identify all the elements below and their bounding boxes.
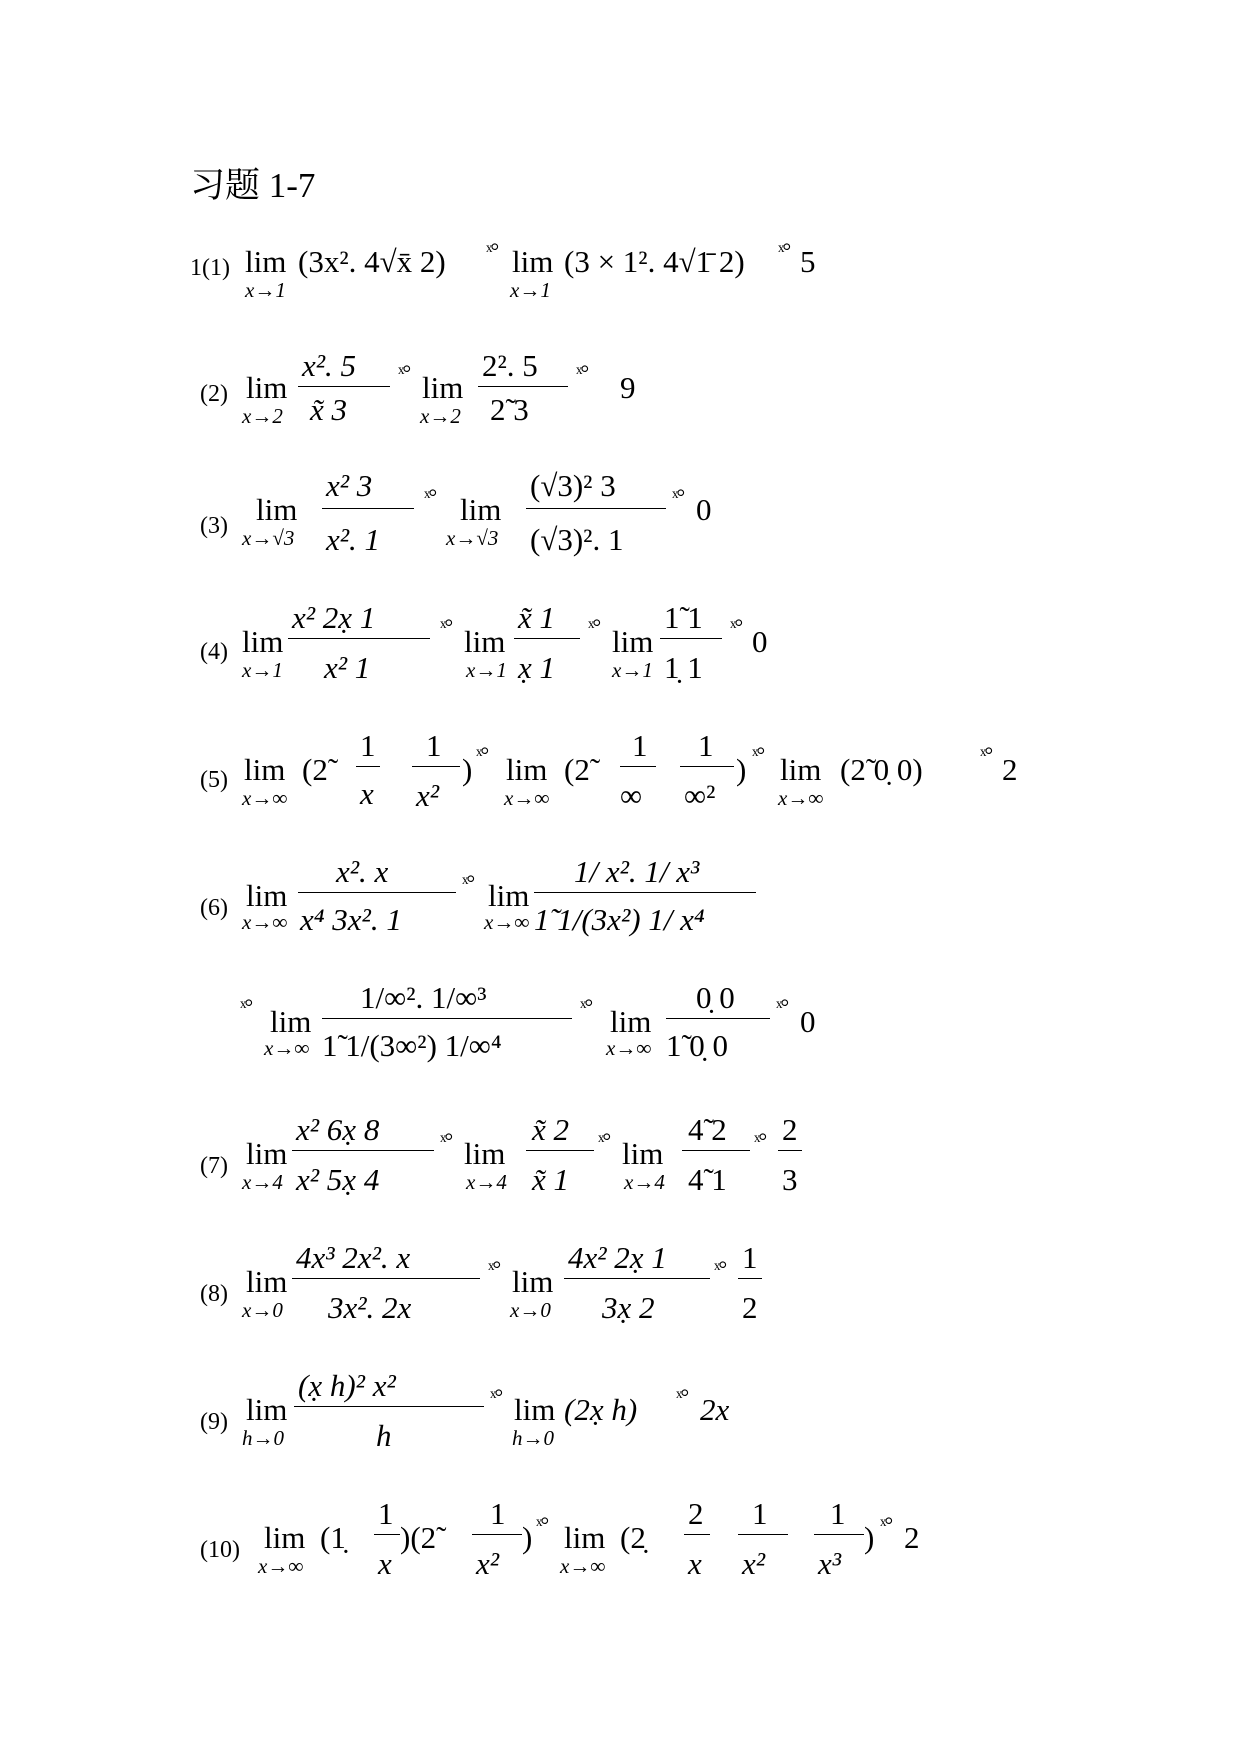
approx-symbol: ˣ° bbox=[880, 1512, 892, 1537]
lim-operator: lim bbox=[622, 1136, 664, 1171]
fraction-bar bbox=[288, 638, 430, 639]
fraction-numerator: 1 bbox=[378, 1496, 394, 1531]
fraction-denominator: (√3)². 1 bbox=[530, 522, 624, 557]
fraction-denominator: x̣ 1 bbox=[518, 650, 556, 685]
fraction-bar bbox=[472, 1534, 522, 1535]
lim-operator: lim bbox=[264, 1520, 306, 1555]
fraction-numerator: x̃ 1 bbox=[518, 600, 556, 635]
expression-part: (1̣ bbox=[320, 1520, 346, 1555]
problem-1-1 bbox=[190, 238, 1090, 338]
lim-subscript: x→∞ bbox=[778, 786, 824, 810]
approx-symbol: ˣ° bbox=[776, 994, 788, 1019]
expression-part: ) bbox=[462, 752, 473, 787]
fraction-bar bbox=[356, 766, 380, 767]
approx-symbol: ˣ° bbox=[462, 870, 474, 895]
lim-operator: lim bbox=[464, 1136, 506, 1171]
problem-label: (2) bbox=[200, 381, 228, 407]
approx-symbol: ˣ° bbox=[730, 614, 742, 639]
lim-operator: lim bbox=[610, 1004, 652, 1039]
limit-expression: (3x². 4√x̄ 2) bbox=[298, 244, 446, 279]
approx-symbol: ˣ° bbox=[488, 1256, 500, 1281]
approx-symbol: ˣ° bbox=[424, 484, 436, 509]
lim-operator: lim bbox=[422, 370, 464, 405]
problem-7 bbox=[200, 1112, 1100, 1212]
fraction-denominator: 1̣ 1 bbox=[664, 650, 703, 685]
lim-operator: lim bbox=[464, 624, 506, 659]
fraction-denominator: x̃ 3 bbox=[310, 392, 348, 427]
fraction-bar bbox=[564, 1278, 710, 1279]
lim-subscript: x→1 bbox=[242, 658, 283, 682]
approx-symbol: ˣ° bbox=[754, 1128, 766, 1153]
lim-subscript: x→∞ bbox=[504, 786, 550, 810]
fraction-numerator: 1 bbox=[698, 728, 714, 763]
result-numerator: 2 bbox=[782, 1112, 798, 1147]
fraction-denominator: 4̃ 1 bbox=[688, 1162, 727, 1197]
problem-6-continued bbox=[200, 978, 1100, 1078]
result: 0 bbox=[800, 1004, 816, 1039]
fraction-denominator: 1̃ 1/(3x²) 1/ x⁴ bbox=[534, 902, 705, 937]
fraction-numerator: 1 bbox=[426, 728, 442, 763]
approx-symbol: ˣ° bbox=[752, 742, 764, 767]
fraction-numerator: 1/ x². 1/ x³ bbox=[574, 854, 700, 889]
problem-label: (10) bbox=[200, 1537, 240, 1563]
fraction-denominator: x bbox=[688, 1546, 702, 1581]
approx-symbol: ˣ° bbox=[440, 1128, 452, 1153]
fraction-bar bbox=[292, 1278, 480, 1279]
problem-2 bbox=[200, 340, 1100, 440]
result: 5 bbox=[800, 244, 816, 279]
lim-subscript: x→∞ bbox=[242, 910, 288, 934]
expression-part: (2̃ bbox=[564, 752, 590, 787]
expression-part: ) bbox=[522, 1520, 533, 1555]
expression-part: (2̣ bbox=[620, 1520, 646, 1555]
fraction-denominator: x̃ 1 bbox=[532, 1162, 570, 1197]
fraction-denominator: x³ bbox=[818, 1546, 842, 1581]
problem-label: (6) bbox=[200, 895, 228, 921]
fraction-bar bbox=[412, 766, 460, 767]
approx-symbol: ˣ° bbox=[576, 360, 588, 385]
problem-4 bbox=[200, 600, 1100, 700]
lim-subscript: x→∞ bbox=[242, 786, 288, 810]
fraction-numerator: (√3)² 3 bbox=[530, 468, 616, 503]
lim-operator: lim bbox=[246, 878, 288, 913]
fraction-denominator: x bbox=[360, 776, 374, 811]
fraction-denominator: 3x². 2x bbox=[328, 1290, 412, 1325]
result: 9 bbox=[620, 370, 636, 405]
approx-symbol: ˣ° bbox=[676, 1384, 688, 1409]
fraction-numerator: x̃ 2 bbox=[532, 1112, 570, 1147]
fraction-bar bbox=[738, 1278, 762, 1279]
problem-6 bbox=[200, 852, 1100, 952]
fraction-bar bbox=[534, 892, 756, 893]
lim-subscript: x→1 bbox=[612, 658, 653, 682]
lim-subscript: x→∞ bbox=[258, 1554, 304, 1578]
fraction-bar bbox=[292, 1150, 434, 1151]
fraction-bar bbox=[322, 1018, 572, 1019]
fraction-numerator: 4x³ 2x². x bbox=[296, 1240, 411, 1275]
lim-operator: lim bbox=[245, 244, 287, 279]
approx-symbol: ˣ° bbox=[486, 238, 498, 263]
result: 0 bbox=[752, 624, 768, 659]
fraction-bar bbox=[660, 638, 722, 639]
fraction-numerator: 1 bbox=[632, 728, 648, 763]
approx-symbol: ˣ° bbox=[714, 1256, 726, 1281]
approx-symbol: ˣ° bbox=[672, 484, 684, 509]
fraction-bar bbox=[680, 766, 734, 767]
lim-subscript: x→∞ bbox=[484, 910, 530, 934]
lim-operator: lim bbox=[506, 752, 548, 787]
fraction-bar bbox=[298, 386, 390, 387]
result-denominator: 2 bbox=[742, 1290, 758, 1325]
fraction-bar bbox=[294, 1406, 484, 1407]
expression-part: (2̃ bbox=[302, 752, 328, 787]
lim-subscript: x→1 bbox=[510, 278, 551, 302]
lim-operator: lim bbox=[256, 492, 298, 527]
fraction-numerator: (x̣ h)² x² bbox=[298, 1368, 396, 1403]
fraction-numerator: 2 bbox=[688, 1496, 704, 1531]
lim-operator: lim bbox=[512, 244, 554, 279]
fraction-denominator: ∞² bbox=[684, 778, 716, 813]
fraction-bar bbox=[374, 1534, 400, 1535]
lim-subscript: x→0 bbox=[510, 1298, 551, 1322]
result-denominator: 3 bbox=[782, 1162, 798, 1197]
approx-symbol: ˣ° bbox=[588, 614, 600, 639]
fraction-denominator: 2̃ 3 bbox=[490, 392, 529, 427]
lim-subscript: x→4 bbox=[466, 1170, 507, 1194]
approx-symbol: ˣ° bbox=[778, 238, 790, 263]
problem-9 bbox=[200, 1368, 1100, 1468]
lim-subscript: x→2 bbox=[420, 404, 461, 428]
fraction-bar bbox=[526, 508, 666, 509]
fraction-numerator: 1/∞². 1/∞³ bbox=[360, 980, 487, 1015]
fraction-numerator: x² 2x̣ 1 bbox=[292, 600, 376, 635]
fraction-denominator: ∞ bbox=[620, 778, 643, 813]
problem-3 bbox=[200, 466, 1100, 566]
fraction-denominator: x² bbox=[742, 1546, 766, 1581]
fraction-denominator: x² 1 bbox=[324, 650, 371, 685]
approx-symbol: ˣ° bbox=[440, 614, 452, 639]
approx-symbol: ˣ° bbox=[398, 360, 410, 385]
lim-subscript: x→√3 bbox=[446, 526, 499, 550]
fraction-denominator: x⁴ 3x². 1 bbox=[300, 902, 402, 937]
lim-operator: lim bbox=[460, 492, 502, 527]
fraction-bar bbox=[526, 1150, 594, 1151]
lim-operator: lim bbox=[244, 752, 286, 787]
fraction-bar bbox=[478, 386, 568, 387]
lim-operator: lim bbox=[612, 624, 654, 659]
lim-operator: lim bbox=[270, 1004, 312, 1039]
fraction-bar bbox=[666, 1018, 770, 1019]
lim-operator: lim bbox=[246, 1136, 288, 1171]
fraction-numerator: x² 3 bbox=[326, 468, 373, 503]
fraction-denominator: x² bbox=[476, 1546, 500, 1581]
problem-10 bbox=[200, 1496, 1100, 1596]
fraction-bar bbox=[738, 1534, 788, 1535]
fraction-bar bbox=[778, 1150, 802, 1151]
problem-label: (4) bbox=[200, 639, 228, 665]
fraction-numerator: x². 5 bbox=[302, 348, 357, 383]
fraction-bar bbox=[298, 892, 456, 893]
lim-subscript: x→∞ bbox=[264, 1036, 310, 1060]
fraction-bar bbox=[322, 508, 414, 509]
problem-label: (5) bbox=[200, 767, 228, 793]
expression-part: )(2̃ bbox=[400, 1520, 437, 1555]
lim-subscript: x→4 bbox=[242, 1170, 283, 1194]
lim-operator: lim bbox=[246, 370, 288, 405]
problem-label: (7) bbox=[200, 1153, 228, 1179]
lim-subscript: x→∞ bbox=[606, 1036, 652, 1060]
approx-symbol: ˣ° bbox=[580, 994, 592, 1019]
fraction-bar bbox=[682, 1150, 750, 1151]
fraction-numerator: 0̣ 0 bbox=[696, 980, 735, 1015]
lim-operator: lim bbox=[246, 1392, 288, 1427]
fraction-denominator: x² 5x̣ 4 bbox=[296, 1162, 380, 1197]
result: 2x bbox=[700, 1392, 730, 1427]
fraction-bar bbox=[514, 638, 580, 639]
lim-operator: lim bbox=[564, 1520, 606, 1555]
approx-symbol: ˣ° bbox=[240, 994, 252, 1019]
result-numerator: 1 bbox=[742, 1240, 758, 1275]
fraction-numerator: x² 6x̣ 8 bbox=[296, 1112, 380, 1147]
lim-subscript: h→0 bbox=[512, 1426, 554, 1450]
fraction-denominator: x² bbox=[416, 778, 440, 813]
lim-subscript: x→0 bbox=[242, 1298, 283, 1322]
fraction-numerator: 4x² 2x̣ 1 bbox=[568, 1240, 667, 1275]
expression-part: (2̃ 0̣ 0) bbox=[840, 752, 923, 787]
substituted-expression: (3 × 1². 4√1̄ 2) bbox=[564, 244, 745, 279]
lim-subscript: h→0 bbox=[242, 1426, 284, 1450]
page-title: 习题 1-7 bbox=[190, 166, 316, 205]
problem-5 bbox=[200, 728, 1100, 828]
lim-operator: lim bbox=[242, 624, 284, 659]
approx-symbol: ˣ° bbox=[476, 742, 488, 767]
problem-8 bbox=[200, 1240, 1100, 1340]
lim-subscript: x→1 bbox=[245, 278, 286, 302]
fraction-bar bbox=[620, 766, 656, 767]
result: 2 bbox=[904, 1520, 920, 1555]
lim-operator: lim bbox=[514, 1392, 556, 1427]
fraction-denominator: 1̃ 1/(3∞²) 1/∞⁴ bbox=[322, 1028, 502, 1063]
problem-label: (3) bbox=[200, 513, 228, 539]
fraction-numerator: 2². 5 bbox=[482, 348, 538, 383]
approx-symbol: ˣ° bbox=[980, 742, 992, 767]
fraction-numerator: 1 bbox=[752, 1496, 768, 1531]
lim-subscript: x→2 bbox=[242, 404, 283, 428]
lim-operator: lim bbox=[512, 1264, 554, 1299]
lim-subscript: x→∞ bbox=[560, 1554, 606, 1578]
fraction-bar bbox=[684, 1534, 710, 1535]
lim-operator: lim bbox=[246, 1264, 288, 1299]
fraction-denominator: h bbox=[376, 1418, 392, 1453]
fraction-numerator: x². x bbox=[336, 854, 389, 889]
problem-label: 1(1) bbox=[190, 255, 230, 281]
fraction-denominator: x². 1 bbox=[326, 522, 381, 557]
lim-subscript: x→1 bbox=[466, 658, 507, 682]
fraction-numerator: 4̃ 2 bbox=[688, 1112, 727, 1147]
fraction-numerator: 1 bbox=[360, 728, 376, 763]
lim-operator: lim bbox=[780, 752, 822, 787]
expression-part: ) bbox=[736, 752, 747, 787]
fraction-denominator: 1̃ 0̣ 0 bbox=[666, 1028, 728, 1063]
fraction-numerator: 1 bbox=[830, 1496, 846, 1531]
lim-subscript: x→4 bbox=[624, 1170, 665, 1194]
result: 0 bbox=[696, 492, 712, 527]
fraction-numerator: 1̃ 1 bbox=[664, 600, 703, 635]
approx-symbol: ˣ° bbox=[536, 1512, 548, 1537]
problem-label: (9) bbox=[200, 1409, 228, 1435]
fraction-denominator: 3x̣ 2 bbox=[602, 1290, 655, 1325]
approx-symbol: ˣ° bbox=[598, 1128, 610, 1153]
problem-label: (8) bbox=[200, 1281, 228, 1307]
limit-expression: (2x̣ h) bbox=[564, 1392, 638, 1427]
result: 2 bbox=[1002, 752, 1018, 787]
fraction-denominator: x bbox=[378, 1546, 392, 1581]
fraction-bar bbox=[814, 1534, 864, 1535]
lim-subscript: x→√3 bbox=[242, 526, 295, 550]
lim-operator: lim bbox=[488, 878, 530, 913]
approx-symbol: ˣ° bbox=[490, 1384, 502, 1409]
expression-part: ) bbox=[864, 1520, 875, 1555]
fraction-numerator: 1 bbox=[490, 1496, 506, 1531]
